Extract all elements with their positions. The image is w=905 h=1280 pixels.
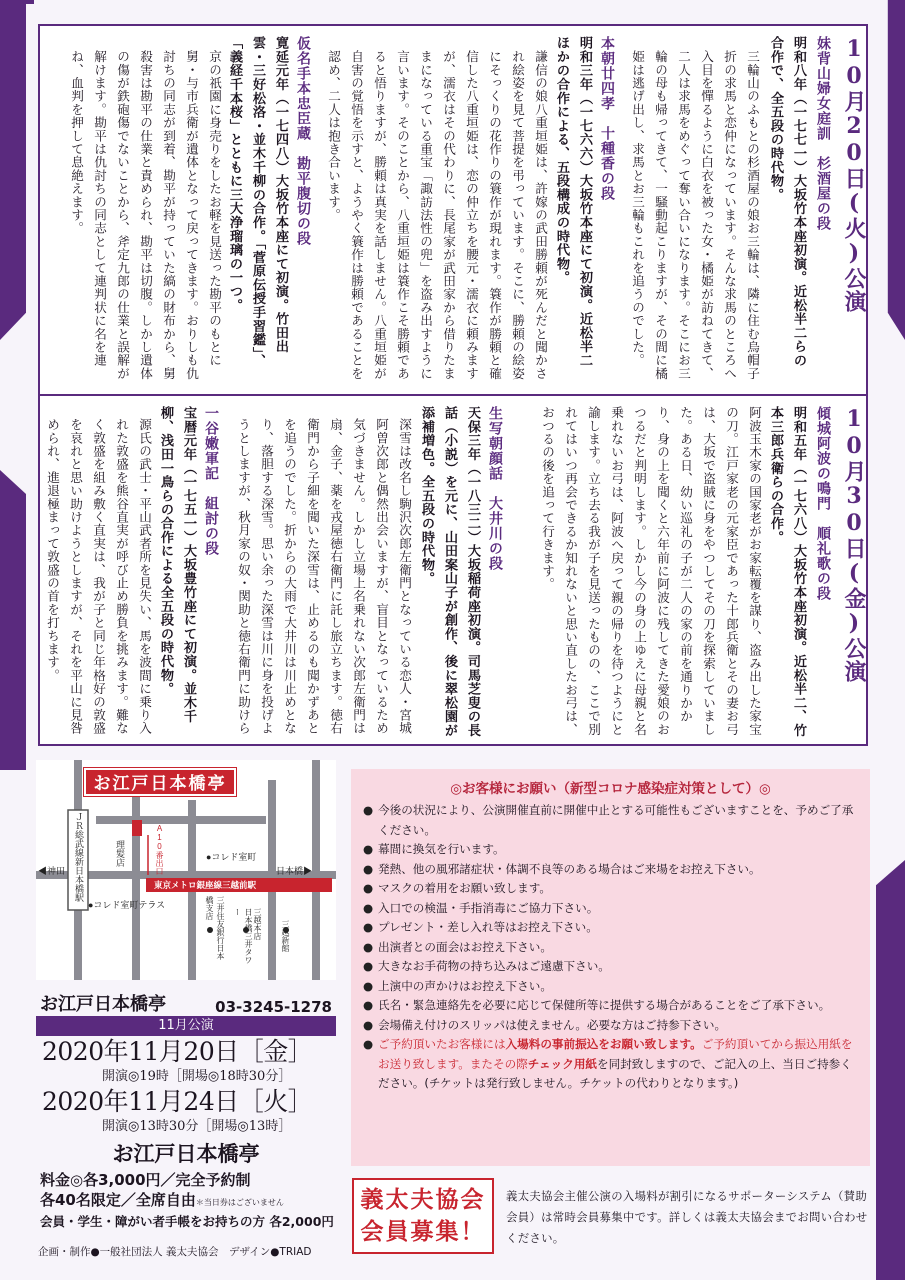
month-bar: 11月公演 — [36, 1016, 336, 1036]
request-box — [351, 769, 870, 1166]
map-coredo-label: ●コレド室町 — [206, 852, 257, 862]
venue-sign: お江戸日本橋亭 — [84, 768, 236, 796]
corner-left-top — [0, 0, 26, 340]
recruit-badge-line2: 会員募集！ — [360, 1219, 486, 1245]
credit: 企画・制作●一般社団法人 義太夫協会 デザイン●TRIAD — [38, 1246, 312, 1258]
price-line-3: 会員・学生・障がい者手帳をお持ちの方 各2,000円 — [40, 1214, 334, 1229]
request-item-payment: ● ご予約頂いたお客様には入場料の事前振込をお願い致します。ご予約頂いてから振込用紙をお送り致します。またその際チェック用紙を同封致しますので、ご記入の上、当日ご持参ください。(チケットは発行致しません。チケットの代わりとなります。) — [363, 1037, 853, 1090]
request-item: ● 大きなお手荷物の持ち込みはご遠慮下さい。 — [363, 959, 610, 973]
ichinotani-title-text: 一谷嫩軍記 組討の段 — [203, 406, 219, 556]
corner-left-bottom — [0, 470, 26, 770]
corner-top-right — [862, 0, 905, 340]
date-1: 2020年11月20日［金］ — [42, 1037, 313, 1066]
request-item: ● 氏名・緊急連絡先を必要に応じて保健所等に提供する場合があることをご了承下さい。 — [363, 998, 831, 1012]
kanadehon-title — [292, 36, 314, 376]
request-item: ● 発熱、他の風邪諸症状・体調不良等のある場合はご来場をお控え下さい。 — [363, 861, 761, 876]
request-item: ● 上演中の声かけはお控え下さい。 — [363, 978, 552, 993]
request-item: ● マスクの着用をお願い致します。 — [363, 881, 551, 895]
oct30-sub: 明和五年（一七六八）大坂竹本座初演。近松半二、竹本三郎兵衛らの合作。 — [768, 406, 806, 738]
ichinotani-title — [200, 406, 222, 742]
map-bank-label: 三井住友銀行日本橋支店 — [205, 896, 225, 960]
oct20-heading: 10月20日(火)公演 — [841, 36, 867, 313]
venue-tel: 03-3245-1278 — [215, 998, 332, 1016]
request-item: ● 会場備え付けのスリッパは使えません。必要な方はご持参下さい。 — [363, 1017, 727, 1032]
price-line-1: 料金◎各3,000円／完全予約制 — [40, 1171, 251, 1189]
venue-name: お江戸日本橋亭 — [40, 994, 166, 1015]
request-item: ● 今後の状況により、公演開催直前に開催中止とする可能性もございますことを、予めご了承ください。 — [363, 803, 854, 837]
kanadehon-sub: 寛延元年（一七四八）大坂竹本座にて初演。竹田出雲・三好松洛・並木千柳の合作。「菅原伝授手習鑑」、「義経千本桜」とともに三大浄瑠璃の一つ。 — [227, 36, 288, 368]
shosha-sub: 天保三年（一八三二）大坂稲荷座初演。司馬芝叟の長話（小説）を元に、山田案山子が創作、後に翠松園が添補増色。全五段の時代物。 — [419, 406, 480, 738]
ichinotani-sub: 宝暦元年（一七五一）大坂豊竹座にて初演。並木千柳、浅田一鳥らの合作による全五段の時代物。 — [158, 406, 196, 724]
request-item: ● 出演者との面会はお控え下さい。 — [363, 939, 552, 954]
oct30-heading: 10月30日(金)公演 — [841, 406, 867, 683]
oct20-title — [812, 36, 834, 366]
price-line-2-text: 各40名限定／全席自由 — [40, 1191, 196, 1209]
recruit-badge — [352, 1178, 494, 1254]
oct20-sub: 明和八年（一七七一）大坂竹本座初演。近松半二らの合作で、全五段の時代物。 — [768, 36, 806, 368]
date-2: 2020年11月24日［火］ — [42, 1087, 313, 1116]
request-list — [363, 801, 858, 1094]
map-riken-label: 理髪店 — [115, 840, 125, 867]
request-item: ● 幕間に換気を行います。 — [363, 842, 505, 856]
corner-right-bottom — [876, 860, 905, 1280]
shosha-title-text: 生写朝顔話 大井川の段 — [487, 406, 503, 571]
map-shinkan-label: 三越新館 — [281, 920, 290, 952]
kanadehon-body: 京の祇園に身売りをしたお軽を見送った勘平のもとに舅・与市兵衛が遺体となって戻ってきます。おりしも仇討ちの同志が到着、勘平が持っていた縞の財布から、舅殺害は勘平の仕業と責められ、勘平は切腹。しかし遺体の傷が鉄砲傷でないことから、斧定九郎の仕業と誤解が解けます。勘平は仇討ちの同志として連判状に名を連ね、血判を押して息絶えます。 — [69, 50, 222, 380]
program-box — [38, 24, 868, 746]
price-note: ＊当日券はございません — [195, 1198, 284, 1207]
time-1: 開演◎19時［開場◎18時30分］ — [102, 1069, 292, 1084]
venue-info — [36, 980, 336, 1231]
shosha-body: 深雪は改名し駒沢次郎左衛門となっている恋人・宮城阿曽次郎と偶然出会いますが、盲目となっているため気づきません。しかし立場上名乗れない次郎左衛門は扇、金子、薬を戎屋徳右衛門に託し旅立ちます。徳右衛門から子細を聞いた深雪は、止めるのも聞かずあとを追うのでした。折からの大雨で大井川は川止めとなり、落胆する深雪。思い余った深雪は川に身を投げようとしますが、秋月家の奴・関助と徳右衛門に助けら — [236, 418, 412, 735]
map-nihonbashi-label: 日本橋▶ — [276, 866, 313, 876]
map-kanda-label: ◀神田 — [38, 866, 66, 876]
request-item: ● 入口での検温・手指消毒にご協力下さい。 — [363, 900, 599, 915]
oct20-body: 三輪山のふもとの杉酒屋の娘お三輪は、隣に住む烏帽子折の求馬と恋仲になっています。そんな求馬のところへ入目を憚るように白衣を被った女・橘姫が訪ねてきて、二人は求馬をめぐって奪い合いになります。そこにお三輪の母も帰ってきて、一騒動起こりますが、その間に橘姫は逃げ出し、求馬とお三輪もこれを追うのでした。 — [630, 50, 760, 380]
honcho-sub: 明和三年（一七六六）大坂竹本座にて初演。近松半二ほかの合作による、五段構成の時代物。 — [554, 36, 592, 368]
oct20-title-text: 妹背山婦女庭訓 杉酒屋の段 — [815, 36, 831, 231]
recruit-text: 義太夫協会主催公演の入場料が割引になるサポーターシステム（賛助会員）は常時会員募集中です。詳しくは義太夫協会までお問い合わせください。 — [506, 1189, 868, 1245]
kanadehon-title-text: 仮名手本忠臣蔵 勘平腹切の段 — [295, 36, 311, 246]
recruit-badge-line1: 義太夫協会 — [360, 1187, 486, 1213]
oct30-title-text: 傾城阿波の鳴門 順礼歌の段 — [815, 406, 831, 601]
honcho-title — [596, 36, 618, 376]
time-2: 開演◎13時30分［開場◎13時］ — [102, 1119, 292, 1134]
request-item: ● プレゼント・差し入れ等はお控え下さい。 — [363, 920, 598, 934]
honcho-title-text: 本朝廿四孝 十種香の段 — [599, 36, 615, 201]
request-title: ◎お客様にお願い（新型コロナ感染症対策として）◎ — [450, 781, 771, 797]
honcho-body: 謙信の娘八重垣姫は、許嫁の武田勝頼が死んだと聞かされ絵姿を見て菩提を弔っています。そこに、勝頼の絵姿にそっくりの花作りの簑作が現れます。簑作が勝頼と確信した八重垣姫は、恋の仲立ちを腰元・濡衣に頼みますが、濡衣はその代わりに、長尾家が武田家から借りたままになっている重宝「諏訪法性の兜」を盗み出すように言います。そのことから、八重垣姫は簑作こそ勝頼であると悟りますが、勝頼は真実を話しません。八重垣姫が自害の覚悟を示すと、ようやく簑作は勝頼であることを認め、二人は抱き合います。 — [326, 50, 548, 380]
map-terrace-label: ●コレド室町テラス — [88, 900, 166, 910]
shosha-title — [484, 406, 506, 742]
map-metro-label: 東京メトロ銀座線三越前駅 — [154, 880, 257, 890]
map-mitsui-label: 三越本店 — [253, 908, 262, 940]
map-tower-label: 日本橋三井タワー — [233, 908, 253, 964]
venue-name-2: お江戸日本橋亭 — [112, 1142, 260, 1166]
price-line-2 — [36, 1190, 336, 1213]
ichinotani-body: 源氏の武士・平山武者所を見失い、馬を波間に乗り入れた敦盛を熊谷直実が呼び止め勝負を挑みます。難なく敦盛を組み敷く直実は、我が子と同じ年格好の敦盛を哀れと思い助けようとしますが、それを平山に見咎められ、進退極まって敦盛の首を打ちます。 — [45, 418, 152, 735]
map-jr-label: ＪＲ総武線新日本橋駅 — [74, 812, 84, 902]
venue-name-row — [36, 980, 336, 1016]
map-exit-label: A10番出口 — [155, 824, 164, 875]
program-divider — [40, 394, 866, 396]
oct30-title — [812, 406, 834, 736]
oct30-body: 阿波玉木家の国家老がお家転覆を謀り、盗み出した家宝の刀。江戸家老の元家臣であった十郎兵衛とその妻お弓は、大坂で盗賊に身をやつしてその刀を探索していました。ある日、幼い巡礼の子が二人の家の前を通りかかり、身の上を聞くと六年前に阿波に残してきた愛娘のおつるだと判明します。しかし今の身の上ゆえに母親と名乗れないお弓は、阿波へ戻って親の帰りを待つようにと諭します。立ち去る我が子を見送ったものの、ここで別れてはいつ再会できるか知れないと思い直したお弓は、おつるの後を追って行きます。 — [540, 406, 762, 736]
